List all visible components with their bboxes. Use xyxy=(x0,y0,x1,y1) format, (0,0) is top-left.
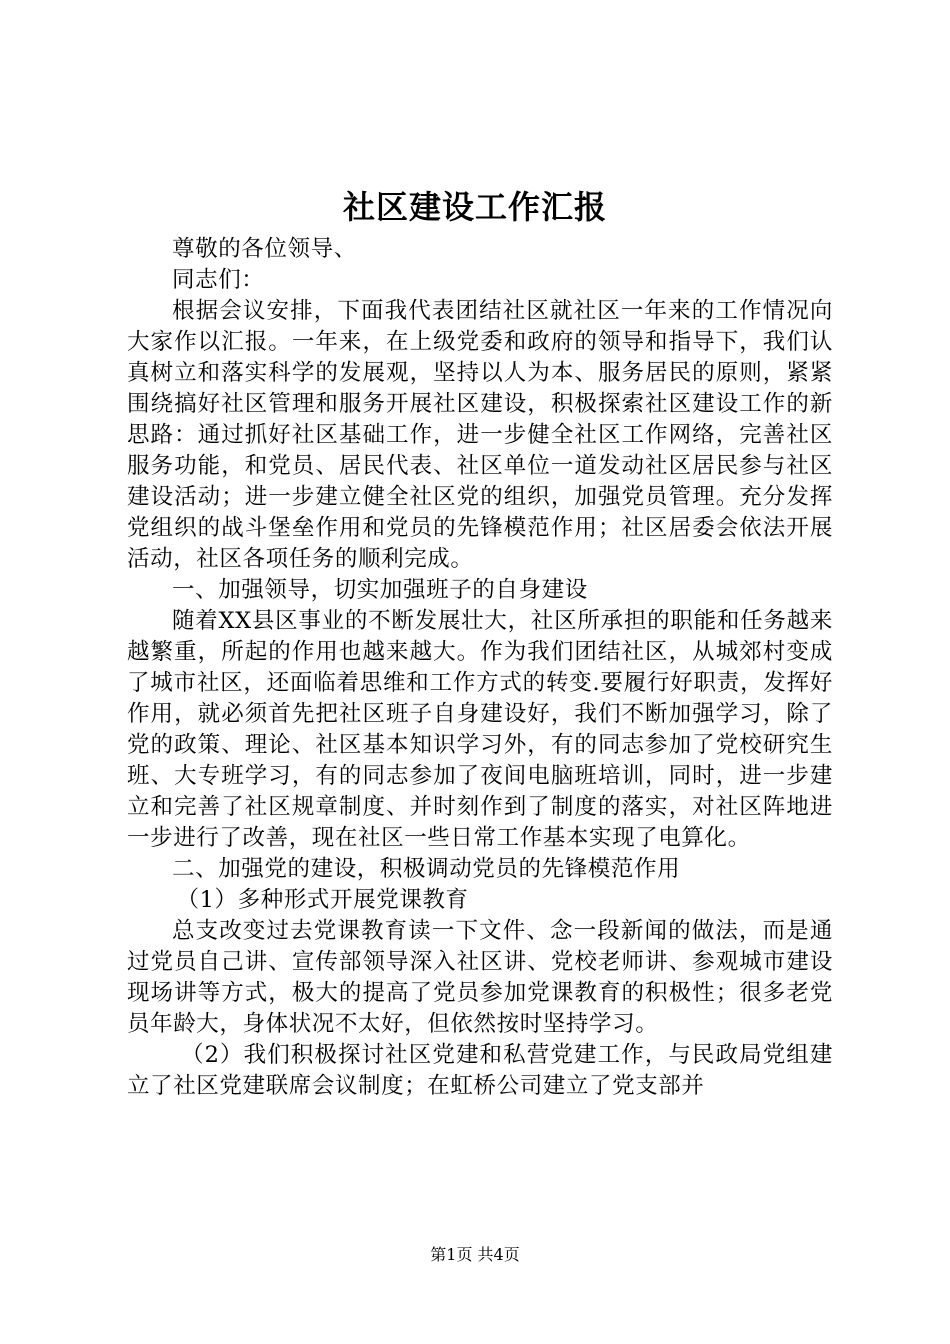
salutation-line-2: 同志们： xyxy=(172,267,265,293)
salutation-line-1: 尊敬的各位领导、 xyxy=(172,236,357,262)
section-heading-2: 二、加强党的建设，积极调动党员的先锋模范作用 xyxy=(172,856,681,882)
subsection-2-paragraph: （2）我们积极探讨社区党建和私营党建工作，与民政局党组建立了社区党建联席会议制度；在虹桥公司建立了党支部并 xyxy=(127,1042,833,1099)
section-heading-1: 一、加强领导，切实加强班子的自身建设 xyxy=(172,577,588,603)
subsection-heading-1: （1）多种形式开展党课教育 xyxy=(176,887,469,913)
page-number: 第1页 共4页 xyxy=(430,1245,520,1264)
section-1-paragraph: 随着XX县区事业的不断发展壮大，社区所承担的职能和任务越来越繁重，所起的作用也越来越大。作为我们团结社区，从城郊村变成了城市社区，还面临着思维和工作方式的转变.要履行好职责，发挥好作用，就必须首先把社区班子自身建设好，我们不断加强学习，除了党的政策、理论、社区基本知识学习外，有的同志参加了党校研究生班、大专班学习，有的同志参加了夜间电脑班培训，同时，进一步建立和完善了社区规章制度、并时刻作到了制度的落实，对社区阵地进一步进行了改善，现在社区一些日常工作基本实现了电算化。 xyxy=(127,608,833,851)
document-title: 社区建设工作汇报 xyxy=(342,188,607,226)
intro-paragraph: 根据会议安排，下面我代表团结社区就社区一年来的工作情况向大家作以汇报。一年来，在上级党委和政府的领导和指导下，我们认真树立和落实科学的发展观，坚持以人为本、服务居民的原则，紧紧围绕搞好社区管理和服务开展社区建设，积极探索社区建设工作的新思路：通过抓好社区基础工作，进一步健全社区工作网络，完善社区服务功能，和党员、居民代表、社区单位一道发动社区居民参与社区建设活动；进一步建立健全社区党的组织，加强党员管理。充分发挥党组织的战斗堡垒作用和党员的先锋模范作用；社区居委会依法开展活动，社区各项任务的顺利完成。 xyxy=(127,298,833,572)
document-body xyxy=(127,234,833,1102)
subsection-1-paragraph: 总支改变过去党课教育读一下文件、念一段新闻的做法，而是通过党员自己讲、宣传部领导深入社区讲、党校老师讲、参观城市建设现场讲等方式，极大的提高了党员参加党课教育的积极性；很多老党员年龄大，身体状况不太好，但依然按时坚持学习。 xyxy=(127,918,833,1037)
